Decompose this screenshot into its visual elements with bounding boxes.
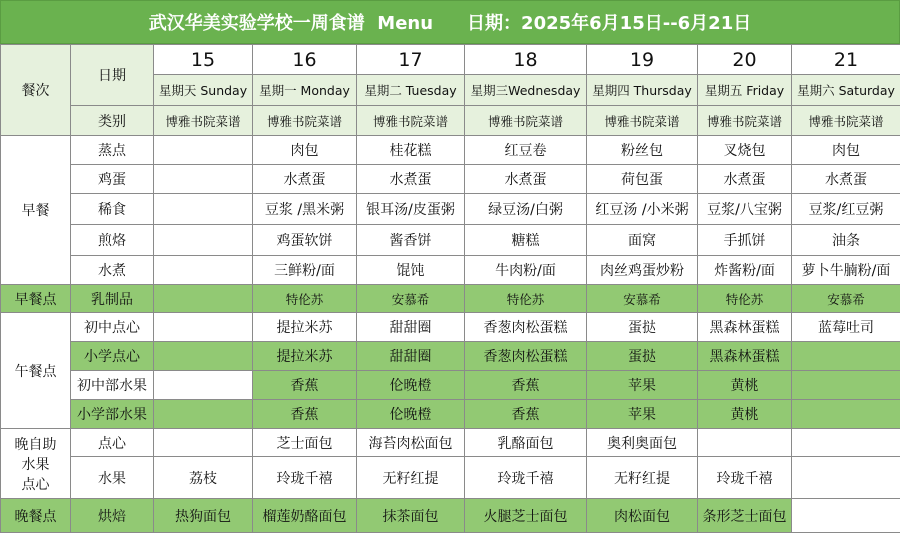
day-number: 16	[253, 45, 357, 75]
item-name: 蒸点	[71, 136, 154, 165]
dish-cell: 甜甜圈	[357, 313, 465, 342]
dish-cell: 热狗面包	[154, 499, 253, 533]
dish-cell: 玲珑千禧	[698, 457, 792, 499]
dish-cell: 银耳汤/皮蛋粥	[357, 194, 465, 225]
dish-cell: 香蕉	[465, 400, 587, 429]
dish-cell: 红豆汤 /小米粥	[587, 194, 698, 225]
menu-title-bar	[0, 0, 900, 44]
dish-cell: 酱香饼	[357, 225, 465, 256]
dish-cell	[154, 285, 253, 313]
dish-cell	[154, 194, 253, 225]
dish-cell	[792, 429, 900, 457]
dish-cell: 豆浆/红豆粥	[792, 194, 900, 225]
meal-evening-snack-line: 点心	[21, 476, 50, 493]
dish-cell: 芝士面包	[253, 429, 357, 457]
meal-header: 餐次	[1, 45, 71, 136]
dish-cell: 苹果	[587, 371, 698, 400]
category-label: 博雅书院菜谱	[253, 106, 357, 136]
dish-cell	[154, 371, 253, 400]
dish-cell: 面窝	[587, 225, 698, 256]
item-name: 初中点心	[71, 313, 154, 342]
item-name: 稀食	[71, 194, 154, 225]
weekday-label: 星期五 Friday	[698, 75, 792, 106]
category-label: 博雅书院菜谱	[792, 106, 900, 136]
category-label: 博雅书院菜谱	[357, 106, 465, 136]
day-number: 18	[465, 45, 587, 75]
meal-lunch-snack: 午餐点	[1, 313, 71, 429]
dish-cell	[154, 342, 253, 371]
dish-cell: 提拉米苏	[253, 342, 357, 371]
dish-cell	[154, 313, 253, 342]
day-number: 21	[792, 45, 900, 75]
dish-cell	[792, 342, 900, 371]
item-name: 点心	[71, 429, 154, 457]
meal-evening-snack	[1, 429, 71, 499]
category-label: 博雅书院菜谱	[587, 106, 698, 136]
dish-cell: 火腿芝士面包	[465, 499, 587, 533]
dish-cell: 萝卜牛腩粉/面	[792, 256, 900, 285]
menu-title: 武汉华美实验学校一周食谱 Menu	[148, 13, 434, 34]
dish-cell: 奥利奥面包	[587, 429, 698, 457]
day-number-row	[1, 45, 900, 75]
dish-cell: 海苔肉松面包	[357, 429, 465, 457]
evening-snack-row	[1, 429, 900, 457]
dish-cell: 无籽红提	[587, 457, 698, 499]
evening-snack-row	[1, 457, 900, 499]
dish-cell: 肉松面包	[587, 499, 698, 533]
dish-cell: 黄桃	[698, 371, 792, 400]
category-label: 博雅书院菜谱	[465, 106, 587, 136]
dish-cell: 甜甜圈	[357, 342, 465, 371]
dish-cell: 玲珑千禧	[465, 457, 587, 499]
category-header: 类别	[71, 106, 154, 136]
meal-evening-snack-line: 水果	[21, 456, 50, 473]
dish-cell: 无籽红提	[357, 457, 465, 499]
breakfast-row	[1, 165, 900, 194]
dish-cell: 香葱肉松蛋糕	[465, 342, 587, 371]
dish-cell: 三鲜粉/面	[253, 256, 357, 285]
dish-cell: 肉包	[253, 136, 357, 165]
dish-cell: 炸酱粉/面	[698, 256, 792, 285]
dinner-snack-row	[1, 499, 900, 533]
dish-cell: 香蕉	[253, 400, 357, 429]
weekday-label: 星期天 Sunday	[154, 75, 253, 106]
item-name: 小学部水果	[71, 400, 154, 429]
dish-cell: 特伦苏	[465, 285, 587, 313]
dish-cell: 馄饨	[357, 256, 465, 285]
dish-cell: 伦晚橙	[357, 400, 465, 429]
breakfast-row	[1, 136, 900, 165]
dish-cell	[154, 256, 253, 285]
dish-cell	[698, 429, 792, 457]
category-label: 博雅书院菜谱	[154, 106, 253, 136]
dish-cell: 特伦苏	[253, 285, 357, 313]
weekday-label: 星期三Wednesday	[465, 75, 587, 106]
dish-cell: 安慕希	[792, 285, 900, 313]
dish-cell: 手抓饼	[698, 225, 792, 256]
dish-cell: 苹果	[587, 400, 698, 429]
weekday-label: 星期六 Saturday	[792, 75, 900, 106]
day-number: 19	[587, 45, 698, 75]
dish-cell: 水煮蛋	[792, 165, 900, 194]
item-name: 水果	[71, 457, 154, 499]
dish-cell: 绿豆汤/白粥	[465, 194, 587, 225]
dish-cell	[154, 429, 253, 457]
day-number: 17	[357, 45, 465, 75]
dish-cell: 水煮蛋	[465, 165, 587, 194]
dish-cell: 油条	[792, 225, 900, 256]
meal-breakfast-snack: 早餐点	[1, 285, 71, 313]
dish-cell: 蓝莓吐司	[792, 313, 900, 342]
item-name: 鸡蛋	[71, 165, 154, 194]
dish-cell: 黄桃	[698, 400, 792, 429]
dish-cell: 桂花糕	[357, 136, 465, 165]
day-number: 15	[154, 45, 253, 75]
dish-cell: 黑森林蛋糕	[698, 313, 792, 342]
dish-cell: 玲珑千禧	[253, 457, 357, 499]
weekday-label: 星期一 Monday	[253, 75, 357, 106]
dish-cell: 豆浆/八宝粥	[698, 194, 792, 225]
dish-cell: 水煮蛋	[357, 165, 465, 194]
dish-cell: 肉包	[792, 136, 900, 165]
lunch-snack-row	[1, 371, 900, 400]
dish-cell: 鸡蛋软饼	[253, 225, 357, 256]
item-name: 小学点心	[71, 342, 154, 371]
item-name: 煎烙	[71, 225, 154, 256]
dish-cell: 荷包蛋	[587, 165, 698, 194]
date-header: 日期	[71, 45, 154, 106]
breakfast-row	[1, 225, 900, 256]
breakfast-row	[1, 194, 900, 225]
dish-cell	[792, 371, 900, 400]
dish-cell: 荔枝	[154, 457, 253, 499]
dish-cell: 香蕉	[253, 371, 357, 400]
dish-cell: 水煮蛋	[698, 165, 792, 194]
dish-cell: 粉丝包	[587, 136, 698, 165]
dish-cell	[154, 136, 253, 165]
weekday-label: 星期二 Tuesday	[357, 75, 465, 106]
dish-cell: 提拉米苏	[253, 313, 357, 342]
item-name: 烘焙	[71, 499, 154, 533]
dish-cell	[792, 499, 900, 533]
dish-cell	[154, 225, 253, 256]
breakfast-row	[1, 256, 900, 285]
lunch-snack-row	[1, 400, 900, 429]
menu-table-body	[1, 45, 900, 533]
dish-cell: 条形芝士面包	[698, 499, 792, 533]
dish-cell: 香葱肉松蛋糕	[465, 313, 587, 342]
dish-cell	[154, 400, 253, 429]
meal-breakfast: 早餐	[1, 136, 71, 285]
lunch-snack-row	[1, 342, 900, 371]
dish-cell	[792, 400, 900, 429]
category-row	[1, 106, 900, 136]
breakfast-snack-row	[1, 285, 900, 313]
weekday-label: 星期四 Thursday	[587, 75, 698, 106]
dish-cell: 榴莲奶酪面包	[253, 499, 357, 533]
dish-cell: 蛋挞	[587, 313, 698, 342]
item-name: 乳制品	[71, 285, 154, 313]
dish-cell	[154, 165, 253, 194]
meal-dinner-snack: 晚餐点	[1, 499, 71, 533]
item-name: 初中部水果	[71, 371, 154, 400]
category-label: 博雅书院菜谱	[698, 106, 792, 136]
dish-cell: 水煮蛋	[253, 165, 357, 194]
dish-cell: 安慕希	[357, 285, 465, 313]
dish-cell: 牛肉粉/面	[465, 256, 587, 285]
lunch-snack-row	[1, 313, 900, 342]
dish-cell: 特伦苏	[698, 285, 792, 313]
dish-cell: 乳酪面包	[465, 429, 587, 457]
menu-date-range: 日期：2025年6月15日--6月21日	[467, 13, 752, 34]
dish-cell: 蛋挞	[587, 342, 698, 371]
dish-cell: 豆浆 /黑米粥	[253, 194, 357, 225]
dish-cell: 黑森林蛋糕	[698, 342, 792, 371]
menu-table	[0, 44, 900, 533]
dish-cell: 叉烧包	[698, 136, 792, 165]
dish-cell	[792, 457, 900, 499]
dish-cell: 红豆卷	[465, 136, 587, 165]
dish-cell: 糖糕	[465, 225, 587, 256]
dish-cell: 抹茶面包	[357, 499, 465, 533]
meal-evening-snack-line: 晚自助	[14, 436, 57, 453]
dish-cell: 肉丝鸡蛋炒粉	[587, 256, 698, 285]
dish-cell: 安慕希	[587, 285, 698, 313]
day-number: 20	[698, 45, 792, 75]
dish-cell: 香蕉	[465, 371, 587, 400]
dish-cell: 伦晚橙	[357, 371, 465, 400]
item-name: 水煮	[71, 256, 154, 285]
